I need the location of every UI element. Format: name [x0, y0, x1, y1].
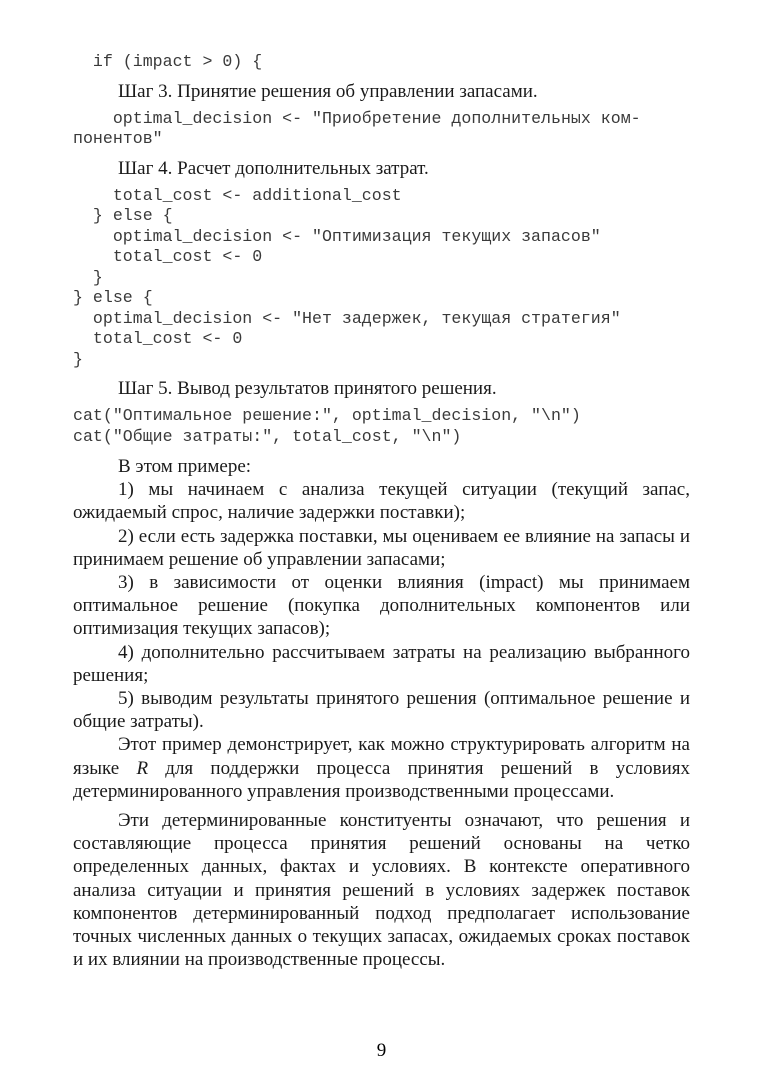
language-name: R — [136, 757, 149, 779]
code-block-impact-check: if (impact > 0) { — [73, 52, 263, 71]
intro-paragraph: В этом примере: — [118, 456, 252, 477]
step-3-heading: Шаг 3. Принятие решения об управлении запасами. — [118, 80, 538, 102]
page-number: 9 — [376, 1040, 387, 1061]
step-4-heading: Шаг 4. Расчет дополнительных затрат. — [118, 157, 429, 179]
step-5-heading: Шаг 5. Вывод результатов принятого решения. — [118, 378, 497, 399]
demo-paragraph — [73, 733, 690, 803]
code-block-total-cost: total_cost <- additional_cost } else { optimal_decision <- "Оптимизация текущих запасов" total_cost <- 0 } } else { optimal_decision <- "Нет задержек, текущая стратегия" total_cost <- 0 } — [73, 185, 621, 369]
code-block-cat-output: cat("Оптимальное решение:", optimal_decision, "\n") cat("Общие затраты:", total_cost, "\n") — [73, 406, 581, 446]
demo-text-end: для поддержки процесса принятия решений в условиях детерминированного управления производственными процессами. — [73, 757, 690, 802]
list-item-5: 5) выводим результаты принятого решения (оптимальное решение и общие затраты). — [73, 688, 690, 733]
list-item-2: 2) если есть задержка поставки, мы оцениваем ее влияние на запасы и принимаем решение об управлении запасами; — [73, 525, 690, 570]
list-item-3: 3) в зависимости от оценки влияния (impact) мы принимаем оптимальное решение (покупка дополнительных компонентов или оптимизация текущих запасов); — [73, 572, 690, 640]
list-item-4: 4) дополнительно рассчитываем затраты на реализацию выбранного решения; — [73, 641, 690, 686]
demo-text-start: Этот пример демонстрирует, как можно структурировать алгоритм на языке — [73, 734, 690, 779]
constituents-paragraph: Эти детерминированные конституенты означают, что решения и составляющие процесса принятия решений основаны на четко определенных данных, фактах и условиях. В контексте оперативного анализа ситуации и принятия решений в условиях задержек поставок компонентов детерминированный подход предполагает использование точных численных данных о текущих запасах, ожидаемых сроках поставок и их влиянии на производственные процессы. — [73, 810, 690, 971]
code-block-optimal-decision: optimal_decision <- "Приобретение дополнительных ком- понентов" — [73, 108, 641, 148]
list-item-1: 1) мы начинаем с анализа текущей ситуации (текущий запас, ожидаемый спрос, наличие задержки поставки); — [73, 479, 690, 524]
